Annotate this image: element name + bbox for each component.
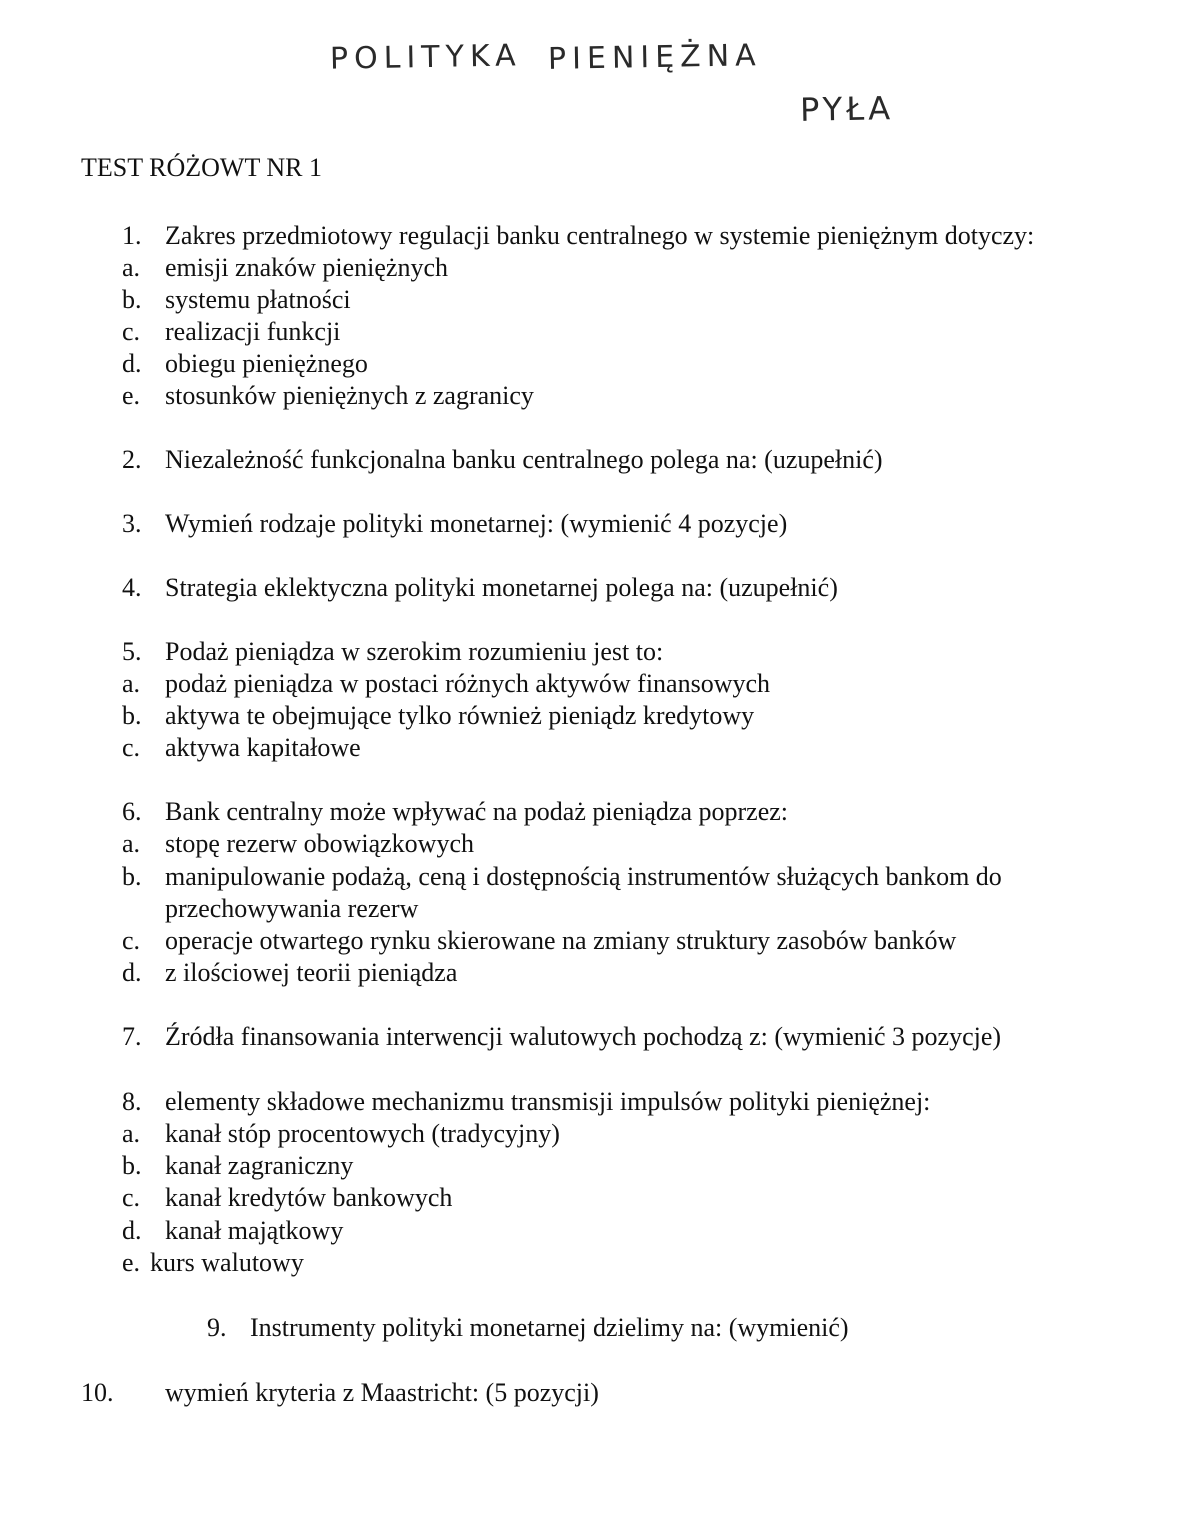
handwritten-title-part1: POLITYKA (329, 38, 522, 77)
question-number: 10. (81, 1378, 114, 1407)
option-text: systemu płatności (165, 285, 351, 314)
question-number: 5. (122, 637, 142, 666)
option-text: obiegu pieniężnego (165, 349, 368, 378)
option-letter: d. (122, 1216, 142, 1245)
option-text: aktywa te obejmujące tylko również pieniądz kredytowy (165, 701, 755, 730)
option-text: kanał kredytów bankowych (165, 1183, 453, 1212)
option-text: operacje otwartego rynku skierowane na zmiany struktury zasobów banków (165, 926, 957, 955)
option-letter: a. (122, 1119, 141, 1148)
handwritten-title-part2: PIENIĘŻNA (547, 38, 762, 77)
option-letter: b. (122, 285, 142, 314)
option-text: stosunków pieniężnych z zagranicy (165, 381, 534, 410)
option-letter: a. (122, 253, 141, 282)
question-number: 4. (122, 573, 142, 602)
question-text: Wymień rodzaje polityki monetarnej: (wymienić 4 pozycje) (165, 509, 788, 538)
question-number: 9. (207, 1313, 227, 1342)
option-letter: b. (122, 862, 142, 891)
question-number: 1. (122, 221, 142, 250)
question-text: Niezależność funkcjonalna banku centralnego polega na: (uzupełnić) (165, 445, 883, 474)
option-letter: e. (122, 1248, 141, 1277)
option-text-continuation: przechowywania rezerw (165, 894, 419, 923)
option-letter: c. (122, 926, 141, 955)
handwritten-author: PYŁA (799, 89, 895, 129)
option-letter: c. (122, 317, 141, 346)
option-letter: c. (122, 733, 141, 762)
question-number: 8. (122, 1087, 142, 1116)
option-text: z ilościowej teorii pieniądza (165, 958, 458, 987)
option-letter: b. (122, 1151, 142, 1180)
option-text: kurs walutowy (150, 1248, 304, 1277)
option-letter: d. (122, 958, 142, 987)
question-text: Podaż pieniądza w szerokim rozumieniu jest to: (165, 637, 664, 666)
question-number: 7. (122, 1022, 142, 1051)
option-text: manipulowanie podażą, ceną i dostępnością instrumentów służących bankom do (165, 862, 1002, 891)
option-text: kanał zagraniczny (165, 1151, 354, 1180)
question-text: Źródła finansowania interwencji walutowych pochodzą z: (wymienić 3 pozycje) (165, 1022, 1002, 1051)
question-number: 2. (122, 445, 142, 474)
option-text: kanał stóp procentowych (tradycyjny) (165, 1119, 560, 1148)
option-letter: b. (122, 701, 142, 730)
question-text: Strategia eklektyczna polityki monetarnej polega na: (uzupełnić) (165, 573, 838, 602)
question-text: Zakres przedmiotowy regulacji banku centralnego w systemie pieniężnym dotyczy: (165, 221, 1035, 250)
test-title: TEST RÓŻOWT NR 1 (81, 153, 322, 182)
option-text: podaż pieniądza w postaci różnych aktywów finansowych (165, 669, 771, 698)
question-text: Instrumenty polityki monetarnej dzielimy na: (wymienić) (250, 1313, 849, 1342)
question-text: elementy składowe mechanizmu transmisji impulsów polityki pieniężnej: (165, 1087, 931, 1116)
option-letter: c. (122, 1183, 141, 1212)
question-text: wymień kryteria z Maastricht: (5 pozycji) (165, 1378, 599, 1407)
question-number: 3. (122, 509, 142, 538)
option-text: emisji znaków pieniężnych (165, 253, 449, 282)
question-text: Bank centralny może wpływać na podaż pieniądza poprzez: (165, 797, 788, 826)
option-letter: d. (122, 349, 142, 378)
option-text: kanał majątkowy (165, 1216, 344, 1245)
option-text: realizacji funkcji (165, 317, 341, 346)
option-letter: a. (122, 829, 141, 858)
option-letter: e. (122, 381, 141, 410)
option-letter: a. (122, 669, 141, 698)
option-text: stopę rezerw obowiązkowych (165, 829, 474, 858)
question-number: 6. (122, 797, 142, 826)
option-text: aktywa kapitałowe (165, 733, 361, 762)
